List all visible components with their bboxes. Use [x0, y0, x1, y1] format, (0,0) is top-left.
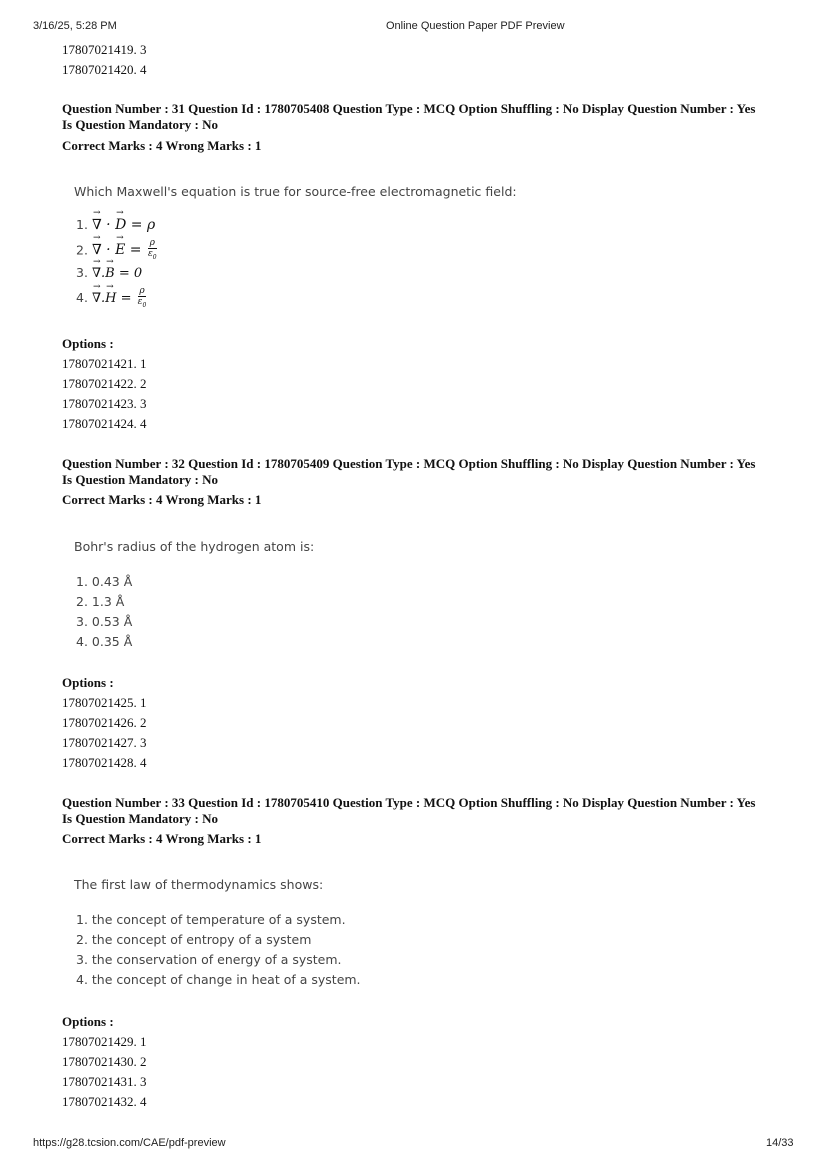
question-32-choices [76, 572, 132, 652]
option-item: 17807021428. 4 [62, 755, 147, 770]
question-text: Which Maxwell's equation is true for source-free electromagnetic field: [74, 184, 517, 199]
question-marks: Correct Marks : 4 Wrong Marks : 1 [62, 138, 262, 153]
option-item: 17807021432. 4 [62, 1094, 147, 1109]
option-item: 17807021427. 3 [62, 735, 147, 750]
page-title: Online Question Paper PDF Preview [386, 20, 565, 32]
page-number: 14/33 [766, 1137, 794, 1149]
options-label: Options : [62, 1014, 114, 1029]
question-marks: Correct Marks : 4 Wrong Marks : 1 [62, 492, 262, 507]
choice-item: 1. the concept of temperature of a system. [76, 912, 346, 927]
equation-3: → ∇.→ B = 0 [92, 266, 142, 281]
choice-item: 3. the conservation of energy of a system. [76, 952, 342, 967]
question-marks: Correct Marks : 4 Wrong Marks : 1 [62, 831, 262, 846]
question-31-options [62, 334, 147, 434]
choice-item: 4. 0.35 Å [76, 634, 133, 649]
option-item: 17807021430. 2 [62, 1054, 147, 1069]
option-item: 17807021431. 3 [62, 1074, 147, 1089]
choice-item: 2. 1.3 Å [76, 594, 125, 609]
option-item: 17807021429. 1 [62, 1034, 147, 1049]
options-label: Options : [62, 675, 114, 690]
choice-item: 3. 0.53 Å [76, 614, 133, 629]
question-31-meta [62, 101, 802, 133]
question-33-choices [76, 910, 361, 990]
choice-item: 2. → ∇ · → E = $\frac{\rho}{\varepsilon_0}$ [76, 238, 157, 263]
question-mandatory: Is Question Mandatory : No [62, 472, 219, 487]
option-item: 17807021424. 4 [62, 416, 147, 431]
question-33-meta [62, 795, 802, 827]
question-32-options [62, 673, 147, 773]
option-item: 17807021421. 1 [62, 356, 147, 371]
question-text: Bohr's radius of the hydrogen atom is: [74, 539, 315, 554]
footer-url: https://g28.tcsion.com/CAE/pdf-preview [33, 1137, 226, 1149]
equation-1: → ∇ · → D = ρ [92, 217, 155, 233]
question-meta-line: Question Number : 31 Question Id : 1780705408 Question Type : MCQ Option Shuffling : No Display Question Number : Yes [62, 101, 756, 116]
option-item: 17807021419. 3 [62, 42, 147, 57]
choice-item: 3. → ∇.→ B = 0 [76, 264, 142, 282]
option-item: 17807021426. 2 [62, 715, 147, 730]
print-timestamp: 3/16/25, 5:28 PM [33, 20, 117, 32]
question-text: The first law of thermodynamics shows: [74, 877, 324, 892]
question-meta-line: Question Number : 33 Question Id : 1780705410 Question Type : MCQ Option Shuffling : No Display Question Number : Yes [62, 795, 756, 810]
option-item: 17807021425. 1 [62, 695, 147, 710]
choice-item: 4. → ∇.→ H = $\frac{\rho}{\varepsilon_0}$ [76, 286, 146, 311]
options-label: Options : [62, 336, 114, 351]
choice-item: 2. the concept of entropy of a system [76, 932, 312, 947]
question-meta-line: Question Number : 32 Question Id : 1780705409 Question Type : MCQ Option Shuffling : No Display Question Number : Yes [62, 456, 756, 471]
equation-2: → ∇ · → E = $\frac{\rho}{\varepsilon_0}$ [92, 242, 157, 258]
option-item: 17807021423. 3 [62, 396, 147, 411]
question-mandatory: Is Question Mandatory : No [62, 117, 219, 132]
question-32-meta [62, 456, 802, 488]
prev-options [62, 40, 147, 80]
choice-item: 1. → ∇ · → D = ρ [76, 216, 155, 234]
choice-item: 4. the concept of change in heat of a system. [76, 972, 361, 987]
question-mandatory: Is Question Mandatory : No [62, 811, 219, 826]
question-33-options [62, 1012, 147, 1112]
option-item: 17807021420. 4 [62, 62, 147, 77]
choice-item: 1. 0.43 Å [76, 574, 133, 589]
option-item: 17807021422. 2 [62, 376, 147, 391]
equation-4: → ∇.→ H = $\frac{\rho}{\varepsilon_0}$ [92, 291, 146, 306]
